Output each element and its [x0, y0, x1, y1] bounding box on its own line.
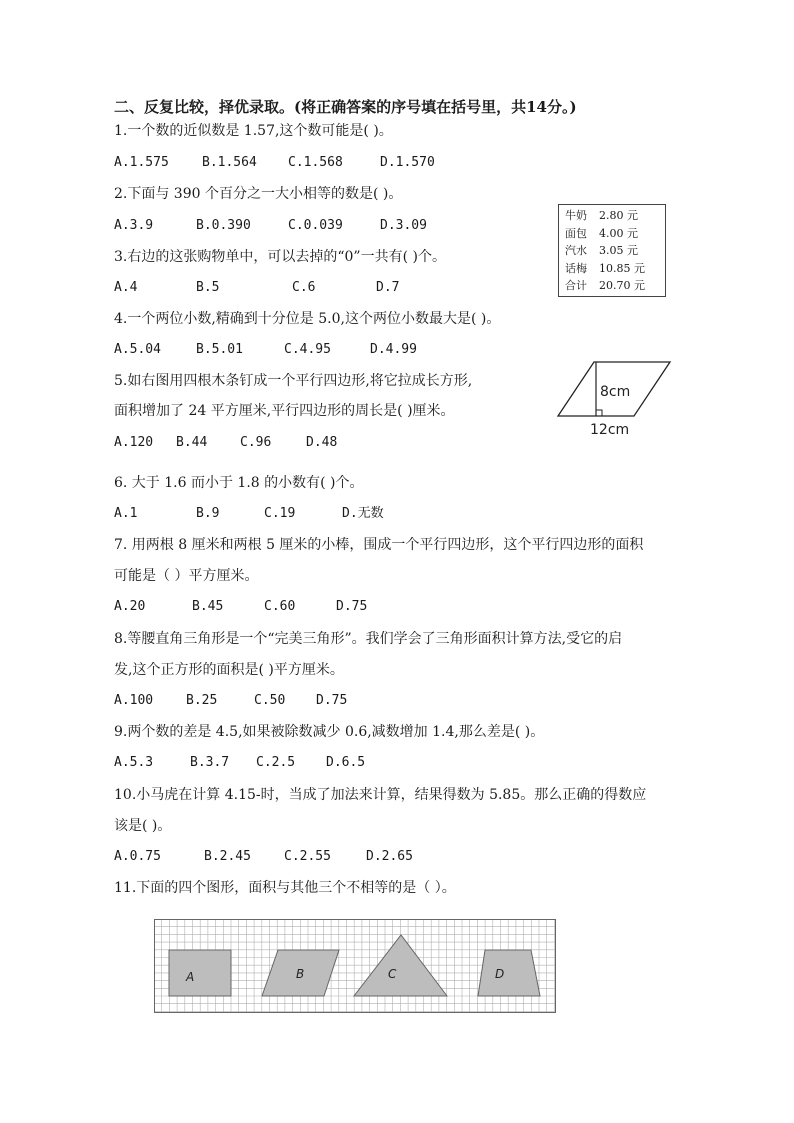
grid-shapes-figure — [154, 919, 556, 1013]
option: A.100 — [114, 693, 154, 708]
option: B.9 — [196, 506, 220, 521]
option: C.60 — [264, 599, 296, 614]
option: D.1.570 — [380, 155, 435, 170]
receipt-row — [565, 242, 665, 260]
receipt-price: 3.05 元 — [599, 244, 638, 257]
receipt-item: 汽水 — [565, 244, 587, 257]
option: B.45 — [192, 599, 224, 614]
option: C.6 — [292, 280, 316, 295]
option: B.25 — [186, 693, 218, 708]
question-8-line-1: 8.等腰直角三角形是一个“完美三角形”。我们学会了三角形面积计算方法,受它的启 — [114, 631, 623, 647]
shape-a-label: A — [186, 970, 195, 984]
option: A.20 — [114, 599, 146, 614]
option: B.2.45 — [204, 849, 251, 864]
receipt-price: 20.70 元 — [599, 279, 645, 292]
option: A.4 — [114, 280, 138, 295]
question-4: 4.一个两位小数,精确到十分位是 5.0,这个两位小数最大是( )。 — [114, 311, 501, 327]
question-10-line-1: 10.小马虎在计算 4.15-时，当成了加法来计算，结果得数为 5.85。那么正确的得数应 — [114, 787, 647, 803]
question-11: 11.下面的四个图形，面积与其他三个不相等的是（ ）。 — [114, 880, 456, 896]
receipt-row — [565, 207, 665, 225]
option: D.无数 — [342, 506, 384, 521]
question-8-line-2: 发,这个正方形的面积是( )平方厘米。 — [114, 662, 344, 678]
right-angle-mark — [596, 410, 602, 416]
option: B.5 — [196, 280, 220, 295]
option: A.1.575 — [114, 155, 169, 170]
option: D.75 — [316, 693, 348, 708]
option: A.3.9 — [114, 218, 154, 233]
receipt-row — [565, 225, 665, 243]
option: A.5.3 — [114, 755, 154, 770]
option: D.48 — [306, 435, 338, 450]
option: B.0.390 — [196, 218, 251, 233]
shape-a-square — [169, 950, 231, 996]
question-1: 1.一个数的近似数是 1.57,这个数可能是( )。 — [114, 123, 393, 139]
option: B.44 — [176, 435, 208, 450]
base-label: 12cm — [590, 422, 630, 438]
option: C.19 — [264, 506, 296, 521]
receipt-row — [565, 277, 665, 295]
option: A.120 — [114, 435, 154, 450]
receipt-price: 4.00 元 — [599, 226, 638, 240]
height-label: 8cm — [600, 384, 631, 400]
option: A.5.04 — [114, 342, 161, 357]
parallelogram-figure — [550, 356, 676, 440]
question-5-line-2: 面积增加了 24 平方厘米,平行四边形的周长是( )厘米。 — [114, 403, 455, 419]
option: B.1.564 — [202, 155, 257, 170]
option: A.1 — [114, 506, 138, 521]
shape-c-label: C — [388, 967, 397, 981]
shape-b-label: B — [296, 967, 305, 981]
option: D.7 — [376, 280, 400, 295]
option: C.1.568 — [288, 155, 343, 170]
option: D.2.65 — [366, 849, 413, 864]
option: D.3.09 — [380, 218, 427, 233]
shopping-receipt — [558, 204, 666, 297]
option: D.4.99 — [370, 342, 417, 357]
question-6: 6. 大于 1.6 而小于 1.8 的小数有( )个。 — [114, 475, 364, 491]
question-9: 9.两个数的差是 4.5,如果被除数减少 0.6,减数增加 1.4,那么差是( )。 — [114, 724, 545, 740]
option: B.5.01 — [196, 342, 243, 357]
receipt-price: 2.80 元 — [599, 209, 638, 222]
shape-d-trapezoid — [478, 950, 540, 996]
option: C.2.55 — [284, 849, 331, 864]
question-7-line-1: 7. 用两根 8 厘米和两根 5 厘米的小棒，围成一个平行四边形，这个平行四边形的面积 — [114, 537, 644, 553]
option: C.2.5 — [256, 755, 296, 770]
option: A.0.75 — [114, 849, 161, 864]
receipt-item: 牛奶 — [565, 209, 587, 222]
question-5-line-1: 5.如右图用四根木条钉成一个平行四边形,将它拉成长方形, — [114, 373, 473, 389]
receipt-item: 合计 — [565, 279, 587, 292]
receipt-row — [565, 260, 665, 278]
option: D.6.5 — [326, 755, 366, 770]
question-7-line-2: 可能是（ ）平方厘米。 — [114, 568, 259, 584]
section-heading: 二、反复比较，择优录取。(将正确答案的序号填在括号里，共14分。) — [114, 98, 577, 116]
option: B.3.7 — [190, 755, 230, 770]
receipt-price: 10.85 元 — [599, 261, 645, 275]
question-2: 2.下面与 390 个百分之一大小相等的数是( )。 — [114, 186, 403, 202]
option: C.50 — [254, 693, 286, 708]
receipt-item: 面包 — [565, 226, 587, 240]
option: C.4.95 — [284, 342, 331, 357]
question-3: 3.右边的这张购物单中，可以去掉的“0”一共有( )个。 — [114, 249, 446, 265]
option: C.0.039 — [288, 218, 343, 233]
option: D.75 — [336, 599, 368, 614]
option: C.96 — [240, 435, 272, 450]
question-10-line-2: 该是( )。 — [114, 818, 172, 834]
receipt-item: 话梅 — [565, 261, 587, 275]
shape-d-label: D — [495, 967, 505, 981]
